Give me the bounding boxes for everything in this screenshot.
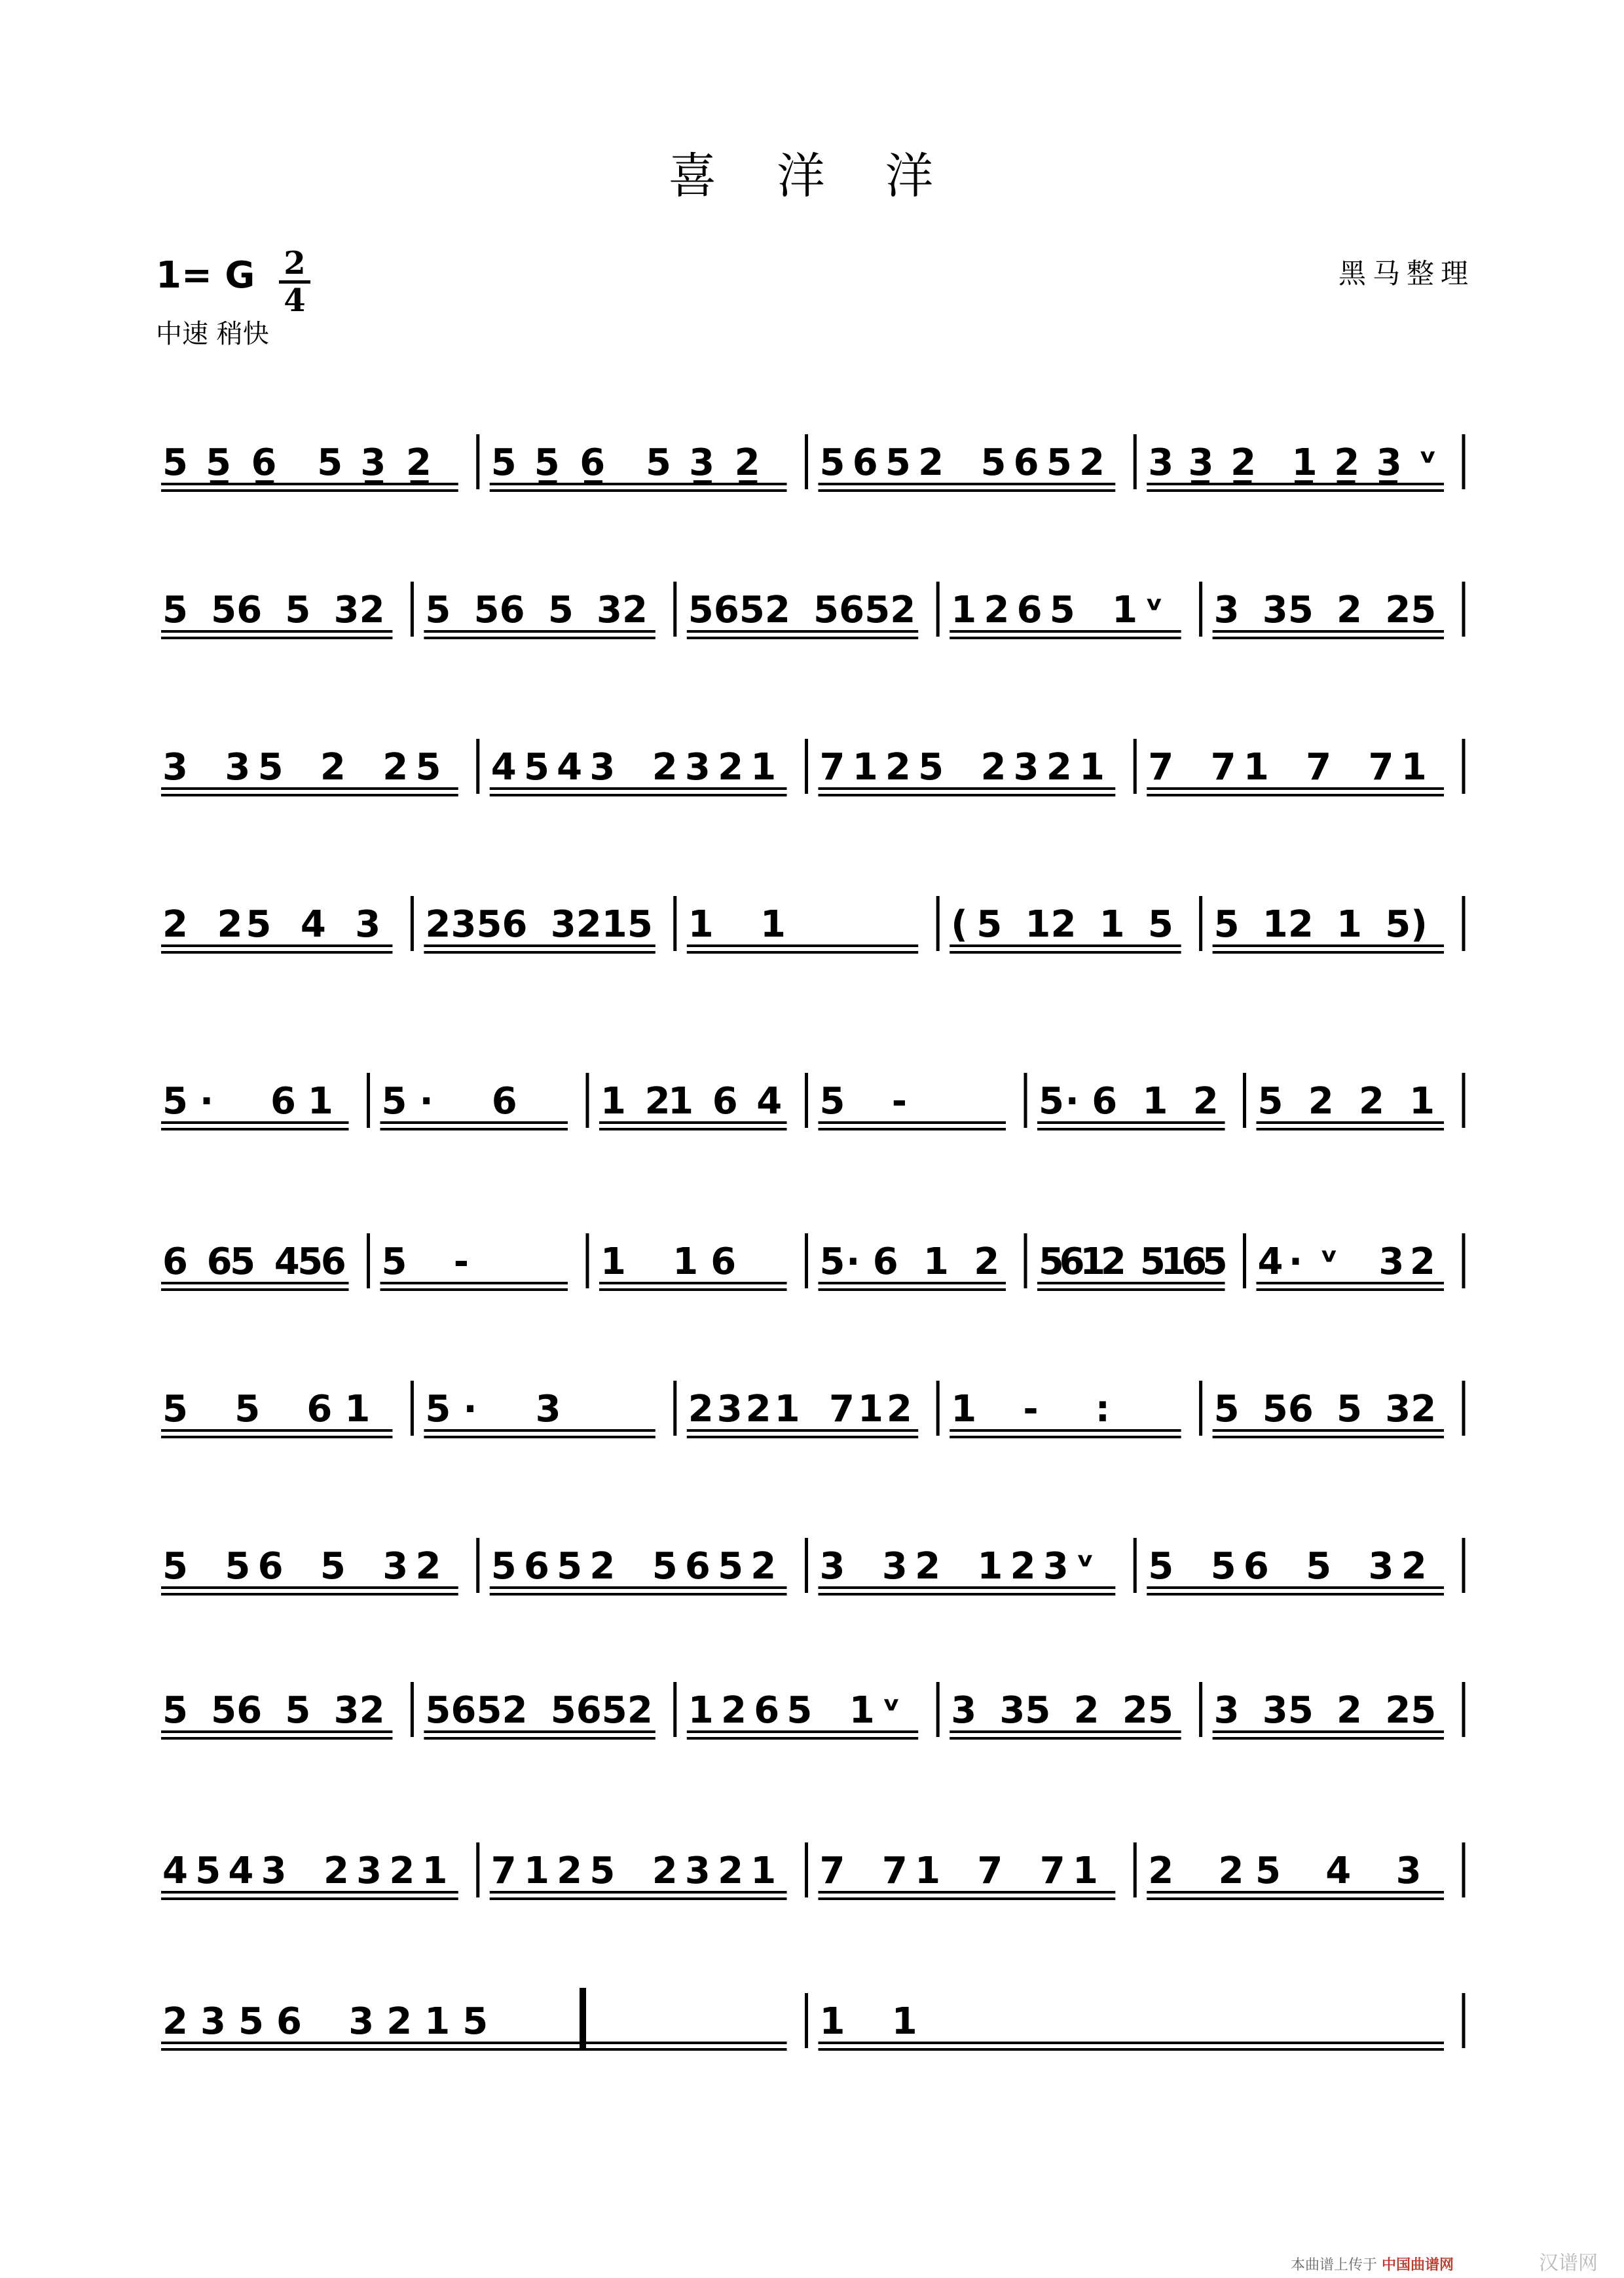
note-digit: 5 [381,1080,407,1123]
note-digit: 5 [1257,1080,1283,1123]
note-digit: 2 [1010,1545,1036,1588]
note-digit: 5 [234,1388,261,1430]
note-digit: 4 [300,903,326,946]
note-digit: ᵛ [881,1689,901,1732]
note-digit: 5 [1147,903,1173,946]
footer-upload-text: 本曲谱上传于 [1290,2257,1377,2273]
note-digit: 2 [915,1545,941,1588]
note-digit: 1 [951,589,977,631]
note-digit: - [453,1241,469,1283]
note-digit: 3 [333,1689,360,1732]
note-digit: 2 [1218,1850,1244,1892]
note-digit: 5 [381,1241,407,1283]
note-digit: 4 [162,1850,188,1892]
note-digit: 2 [425,903,451,946]
note-digit: 1 [1160,1241,1187,1283]
note-digit: 4 [1257,1241,1283,1283]
note-digit: 5 [1147,1689,1173,1732]
note-digit: 5 [646,441,672,484]
note-digit: 6 [1092,1080,1118,1123]
note-digit: 5 [813,589,840,631]
note-digit: ᵛ [1145,589,1164,631]
note-digit: 1 [688,1689,714,1732]
note-digit: 3 [1213,1689,1240,1732]
note-digit: 3 [162,746,188,789]
note-digit: 3 [348,2000,375,2043]
note-digit: 5 [297,1241,323,1283]
note-digit: 2 [557,1850,583,1892]
note-digit: 5 [425,589,451,631]
note-digit: 6 [451,1689,477,1732]
note-digit: 5 [1411,1689,1437,1732]
note-digit: 5 [317,441,343,484]
note-digit: 6 [1059,1241,1085,1283]
note-digit: 2 [382,746,409,789]
note-digit: 2 [405,441,432,484]
note-digit: 1 [977,1545,1003,1588]
note-digit: 5 [1262,1388,1288,1430]
note-digit: 2 [890,589,916,631]
note-digit: 2 [359,1689,385,1732]
note-digit: 3 [1188,441,1214,484]
note-digit: 5 [1287,1689,1314,1732]
note-digit: 2 [734,441,760,484]
note-digit: 3 [716,1388,743,1430]
note-digit: 2 [162,903,188,946]
note-digit: 5 [589,1850,616,1892]
note-digit: 1 [1291,441,1318,484]
time-signature-top: 2 [279,248,310,284]
note-digit: ( [951,903,968,946]
note-digit: 5 [627,903,653,946]
note-digit: · [419,1080,434,1123]
note-digit: 1 [1025,903,1051,946]
note-digit: ᵛ [1418,441,1437,484]
note-digit: 6 [251,441,277,484]
note-digit: 7 [819,1850,845,1892]
note-digit: 5 [415,746,441,789]
note-digit: 1 [857,1388,883,1430]
note-digit: 1 [1142,1080,1168,1123]
note-digit: · [1288,1241,1303,1283]
note-digit: 3 [1378,1241,1405,1283]
note-digit: 1 [1401,746,1427,789]
note-digit: 2 [589,1545,616,1588]
note-digit: 1 [819,2000,845,2043]
note-digit: 1 [1072,1850,1098,1892]
note-digit: 5 [1210,1545,1236,1588]
note-digit: 3 [999,1689,1025,1732]
note-digit: 5 [523,746,549,789]
note-digit: 5 [257,746,284,789]
note-digit: 2 [627,1689,653,1732]
note-digit: 6 [712,1080,738,1123]
footer-credit [1291,2254,1454,2274]
note-digit: 3 [1148,441,1174,484]
note-digit: 1 [1243,746,1269,789]
note-digit: 1 [1080,1241,1106,1283]
note-digit: 1 [849,1689,875,1732]
note-digit: 3 [200,2000,226,2043]
note-digit: 6 [236,1689,263,1732]
note-digit: · [846,1241,860,1283]
note-digit: 6 [257,1545,284,1588]
note-digit: 5 [1039,1241,1064,1283]
note-digit: 3 [382,1545,409,1588]
note-digit: 1 [1099,903,1125,946]
note-digit: 2 [1385,589,1411,631]
note-digit: 3 [355,903,381,946]
note-digit: 5 [462,2000,489,2043]
note-digit: 1 [1079,746,1105,789]
note-digit: 5 [225,1545,251,1588]
note-digit: 1 [523,1850,549,1892]
note-digit: 5 [1255,1850,1281,1892]
note-digit: 2 [1337,1689,1362,1732]
note-digit: 5 [476,903,502,946]
note-digit: 2 [217,903,243,946]
note-digit: 5 [601,1689,627,1732]
note-digit: ) [1411,903,1428,946]
note-digit: 2 [1050,903,1077,946]
note-digit: 3 [356,1850,382,1892]
note-digit: 2 [980,746,1006,789]
note-digit: 5 [819,441,845,484]
note-digit: 6 [499,589,525,631]
note-digit: 2 [1308,1080,1334,1123]
tempo-marking: 中速 稍快 [156,319,269,349]
note-digit: 2 [320,746,346,789]
note-digit: 1 [1337,903,1362,946]
note-digit: 1 [424,2000,451,2043]
note-digit: 3 [535,1388,561,1430]
note-digit: 5 [425,1689,451,1732]
note-digit: 6 [276,2000,302,2043]
note-digit: 3 [1013,746,1039,789]
note-digit: 2 [652,746,678,789]
note-digit: 2 [576,903,602,946]
note-digit: 5 [473,589,500,631]
note-digit: 3 [1262,1689,1288,1732]
note-digit: 6 [580,441,606,484]
note-digit: 6 [270,1080,296,1123]
note-digit: 5 [162,441,188,484]
note-digit: 1 [673,1241,699,1283]
note-digit: 3 [1368,1545,1394,1588]
note-digit: 5 [285,589,311,631]
note-digit: 7 [881,1850,908,1892]
note-digit: 2 [1073,1689,1099,1732]
note-digit: 5 [1287,589,1314,631]
note-digit: 4 [1325,1850,1352,1892]
note-digit: 5 [211,589,237,631]
note-digit: 5 [490,1545,517,1588]
note-digit: 6 [852,441,878,484]
note-digit: 5 [1213,1388,1240,1430]
note-digit: 1 [923,1241,949,1283]
time-signature [279,245,310,319]
note-digit: 5 [557,1545,583,1588]
note-digit: 5 [1337,1388,1362,1430]
note-digit: 4 [274,1241,300,1283]
note-digit: - [891,1080,907,1123]
note-digit: 1 [750,746,777,789]
note-digit: 3 [1043,1545,1069,1588]
note-digit: 5 [819,1080,845,1123]
note-digit: - [1023,1388,1039,1430]
note-digit: 5 [162,589,188,631]
note-digit: 3 [261,1850,287,1892]
note-digit: 2 [644,1080,671,1123]
note-digit: 4 [228,1850,254,1892]
note-digit: 5 [976,903,1003,946]
note-digit: 1 [307,1080,333,1123]
note-digit: 1 [668,1080,694,1123]
note-digit: : [1095,1388,1111,1430]
note-digit: 3 [684,746,710,789]
note-digit: 3 [451,903,477,946]
note-digit: 5 [1046,441,1072,484]
note-digit: 5 [980,441,1006,484]
note-digit: 3 [596,589,622,631]
watermark: 汉谱网 [1539,2252,1598,2275]
note-digit: 5 [918,746,944,789]
note-digit: 2 [1337,589,1362,631]
note-digit: 2 [1287,903,1314,946]
note-digit: 7 [1306,746,1332,789]
note-digit: 6 [1243,1545,1269,1588]
note-digit: 2 [721,1689,747,1732]
note-digit: 3 [1262,589,1288,631]
note-digit: 5 [425,1388,451,1430]
note-digit: 5 [1306,1545,1332,1588]
note-digit: 3 [819,1545,845,1588]
note-digit: 2 [323,1850,349,1892]
note-digit: 1 [601,903,627,946]
note-digit: 3 [881,1545,908,1588]
note-digit: 1 [422,1850,448,1892]
note-digit: 5 [1213,903,1240,946]
note-digit: · [1065,1080,1079,1123]
note-digit: 2 [1148,1850,1174,1892]
footer-brand: 中国曲谱网 [1381,2257,1454,2273]
note-digit: 1 [891,2000,917,2043]
note-digit: 6 [206,1241,232,1283]
arranger-credit: 黑马整理 [1338,257,1475,289]
note-digit: 5 [534,441,560,484]
note-digit: 2 [1100,1241,1126,1283]
note-digit: 2 [1401,1545,1427,1588]
note-digit: 1 [688,903,714,946]
note-digit: 2 [386,2000,413,2043]
note-digit: 5 [320,1545,346,1588]
note-digit: 1 [600,1080,626,1123]
note-digit: 5 [230,1241,256,1283]
note-digit: 6 [839,589,865,631]
note-digit: 2 [359,589,385,631]
page-title: 喜 洋 洋 [668,148,956,204]
note-digit: 5 [819,1241,845,1283]
note-digit: 2 [1334,441,1360,484]
note-digit: 2 [974,1241,1000,1283]
note-digit: 6 [1016,589,1043,631]
note-digit: 1 [852,746,878,789]
note-digit: 2 [1358,1080,1384,1123]
note-digit: 2 [1411,1388,1437,1430]
note-digit: 2 [764,589,790,631]
note-digit: 5 [1411,589,1437,631]
note-digit: 5 [688,589,714,631]
note-digit: 5 [195,1850,221,1892]
note-digit: 3 [550,903,576,946]
note-digit: 6 [576,1689,602,1732]
note-digit: 7 [819,746,845,789]
note-digit: 2 [750,1545,777,1588]
note-digit: 5 [1039,1080,1064,1123]
note-digit: 2 [885,746,911,789]
note-digit: 6 [502,903,528,946]
note-digit: 3 [689,441,715,484]
note-digit: 2 [1230,441,1257,484]
note-digit: 3 [589,746,616,789]
note-digit: 1 [951,1388,977,1430]
time-signature-bottom: 4 [284,282,306,319]
note-digit: 5 [238,2000,264,2043]
note-digit: 3 [1213,589,1240,631]
note-digit: 1 [760,903,786,946]
note-digit: 5 [211,1689,237,1732]
note-digit: 3 [951,1689,977,1732]
note-digit: 5 [1049,589,1075,631]
note-digit: 5 [490,441,517,484]
note-digit: 6 [684,1545,710,1588]
note-digit: 2 [1079,441,1105,484]
note-digit: 2 [389,1850,415,1892]
note-digit: 5 [885,441,911,484]
note-digit: 1 [915,1850,941,1892]
note-digit: 1 [1262,903,1288,946]
note-digit: 6 [754,1689,780,1732]
note-digit: 2 [162,2000,188,2043]
note-digit: 5 [162,1080,188,1123]
note-digit: 6 [1013,441,1039,484]
note-digit: 4 [490,746,517,789]
key-signature: 1= G [156,254,255,297]
note-digit: 1 [600,1241,626,1283]
note-digit: 5 [246,903,272,946]
note-digit: 5 [206,441,231,484]
note-digit: 6 [162,1241,188,1283]
note-digit: 7 [977,1850,1003,1892]
note-digit: · [199,1080,214,1123]
note-digit: 5 [550,1689,576,1732]
note-digit: 5 [476,1689,502,1732]
note-digit: 5 [864,589,891,631]
note-digit: 6 [306,1388,333,1430]
note-digit: · [463,1388,477,1430]
note-digit: 6 [491,1080,517,1123]
note-digit: 2 [652,1850,678,1892]
note-digit: 4 [756,1080,783,1123]
note-digit: 5 [1139,1241,1166,1283]
note-digit: 7 [829,1388,855,1430]
note-digit: 2 [415,1545,441,1588]
note-digit: 5 [1148,1545,1174,1588]
note-digit: 5 [162,1689,188,1732]
note-digit: 2 [1122,1689,1148,1732]
final-barline [580,1988,586,2051]
note-digit: 5 [1385,903,1411,946]
note-digit: 5 [718,1545,744,1588]
note-digit: 4 [557,746,583,789]
note-digit: 6 [872,1241,898,1283]
note-digit: 6 [236,589,263,631]
note-digit: 2 [1046,746,1072,789]
note-digit: 2 [984,589,1010,631]
note-digit: ᵛ [1076,1545,1095,1588]
note-digit: 5 [162,1545,188,1588]
note-digit: 6 [1287,1388,1314,1430]
note-digit: 1 [1409,1080,1435,1123]
note-digit: 5 [652,1545,678,1588]
note-digit: 3 [1376,441,1402,484]
note-digit: 3 [225,746,251,789]
note-digit: 1 [774,1388,800,1430]
note-digit: 5 [547,589,574,631]
note-digit: 2 [886,1388,912,1430]
note-digit: 7 [1210,746,1236,789]
note-digit: 6 [1181,1241,1208,1283]
note-digit: 3 [1385,1388,1411,1430]
note-digit: 2 [1409,1241,1435,1283]
note-digit: 5 [285,1689,311,1732]
note-digit: 7 [1039,1850,1065,1892]
note-digit: 2 [745,1388,771,1430]
note-digit: 1 [750,1850,777,1892]
note-digit: 5 [739,589,765,631]
note-digit: 2 [718,746,744,789]
note-digit: 3 [333,589,360,631]
note-digit: 7 [490,1850,517,1892]
note-digit: 2 [918,441,944,484]
note-digit: 5 [1202,1241,1228,1283]
note-digit: 7 [1148,746,1174,789]
note-digit: 3 [360,441,386,484]
note-digit: 7 [1368,746,1394,789]
note-digit: 1 [1112,589,1138,631]
note-digit: 2 [502,1689,528,1732]
note-digit: 6 [710,1241,737,1283]
note-digit: 2 [1192,1080,1219,1123]
note-digit: 2 [622,589,648,631]
note-digit: 3 [684,1850,710,1892]
note-digit: ᵛ [1320,1241,1338,1283]
note-digit: 6 [523,1545,549,1588]
note-digit: 6 [713,589,739,631]
note-digit: 3 [1395,1850,1422,1892]
note-digit: 5 [786,1689,813,1732]
note-digit: 1 [344,1388,371,1430]
note-digit: 2 [1385,1689,1411,1732]
note-digit: 5 [1025,1689,1051,1732]
note-digit: 5 [162,1388,188,1430]
note-digit: 2 [688,1388,714,1430]
note-digit: 6 [320,1241,346,1283]
note-digit: 2 [718,1850,744,1892]
